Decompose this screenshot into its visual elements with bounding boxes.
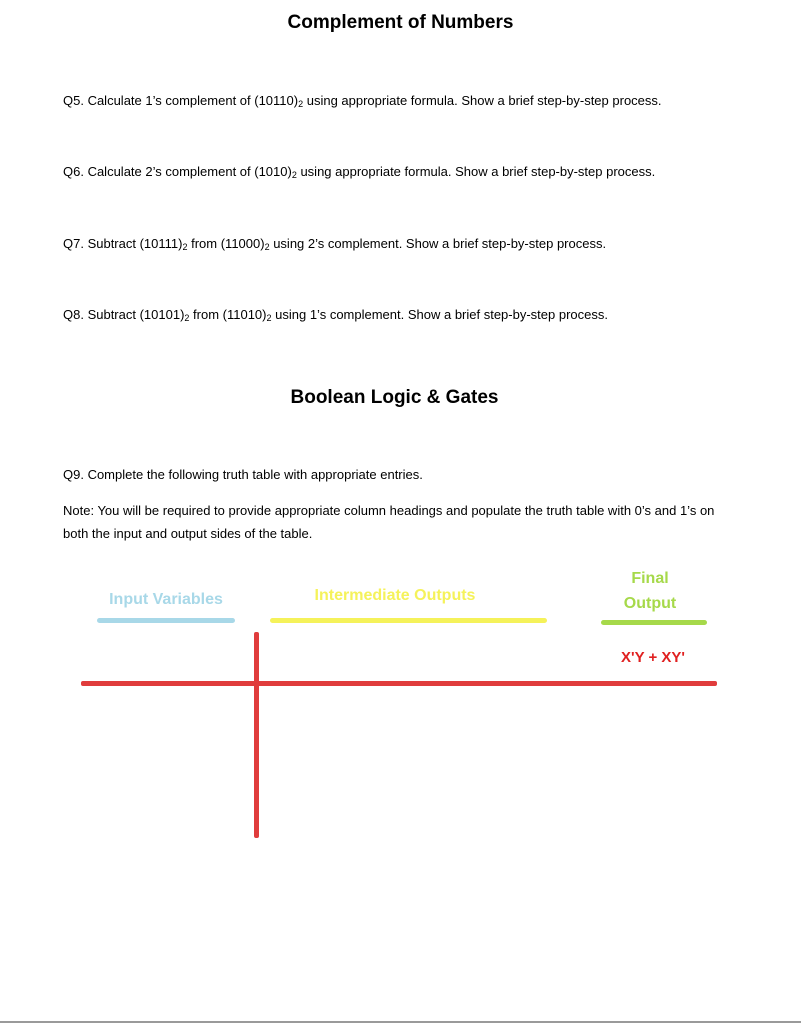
question-q8 [63, 306, 608, 327]
question-q5 [63, 92, 662, 113]
question-q7 [63, 235, 606, 256]
final-output-underline [601, 620, 707, 625]
section-title-complement: Complement of Numbers [287, 12, 514, 33]
q6-subscript: 2 [291, 170, 297, 180]
q8-middle: from (11010) [189, 307, 267, 322]
q7-suffix: using 2’s complement. Show a brief step-by-step process. [269, 236, 607, 251]
q5-prefix: Q5. Calculate 1’s complement of (10110) [63, 93, 299, 108]
table-horizontal-rule [81, 681, 717, 686]
intermediate-outputs-underline [270, 618, 547, 623]
q5-subscript: 2 [298, 99, 304, 109]
q7-subscript-2: 2 [264, 242, 270, 252]
q8-subscript-1: 2 [184, 313, 190, 323]
q6-suffix: using appropriate formula. Show a brief step-by-step process. [296, 164, 656, 179]
final-output-header-line2: Output [623, 595, 677, 612]
table-vertical-rule [254, 632, 259, 838]
final-output-header-line1: Final [631, 570, 669, 587]
section-title-boolean: Boolean Logic & Gates [290, 387, 499, 408]
q7-subscript-1: 2 [182, 242, 188, 252]
q7-middle: from (11000) [187, 236, 265, 251]
q5-suffix: using appropriate formula. Show a brief step-by-step process. [303, 93, 662, 108]
question-q9: Q9. Complete the following truth table with appropriate entries. [63, 467, 423, 482]
intermediate-outputs-header: Intermediate Outputs [314, 587, 476, 604]
output-expression: X'Y + XY' [621, 649, 685, 666]
q7-prefix: Q7. Subtract (10111) [63, 236, 183, 251]
q6-prefix: Q6. Calculate 2’s complement of (1010) [63, 164, 292, 179]
q8-prefix: Q8. Subtract (10101) [63, 307, 185, 322]
page-bottom-border [0, 1021, 801, 1023]
q9-note: Note: You will be required to provide appropriate column headings and populate the truth table with 0’s and 1’s on both the input and output sides of the table. [63, 503, 715, 541]
q8-subscript-2: 2 [266, 313, 272, 323]
question-q6 [63, 163, 655, 184]
input-variables-header: Input Variables [109, 591, 223, 608]
q8-suffix: using 1’s complement. Show a brief step-by-step process. [271, 307, 608, 322]
input-variables-underline [97, 618, 235, 623]
